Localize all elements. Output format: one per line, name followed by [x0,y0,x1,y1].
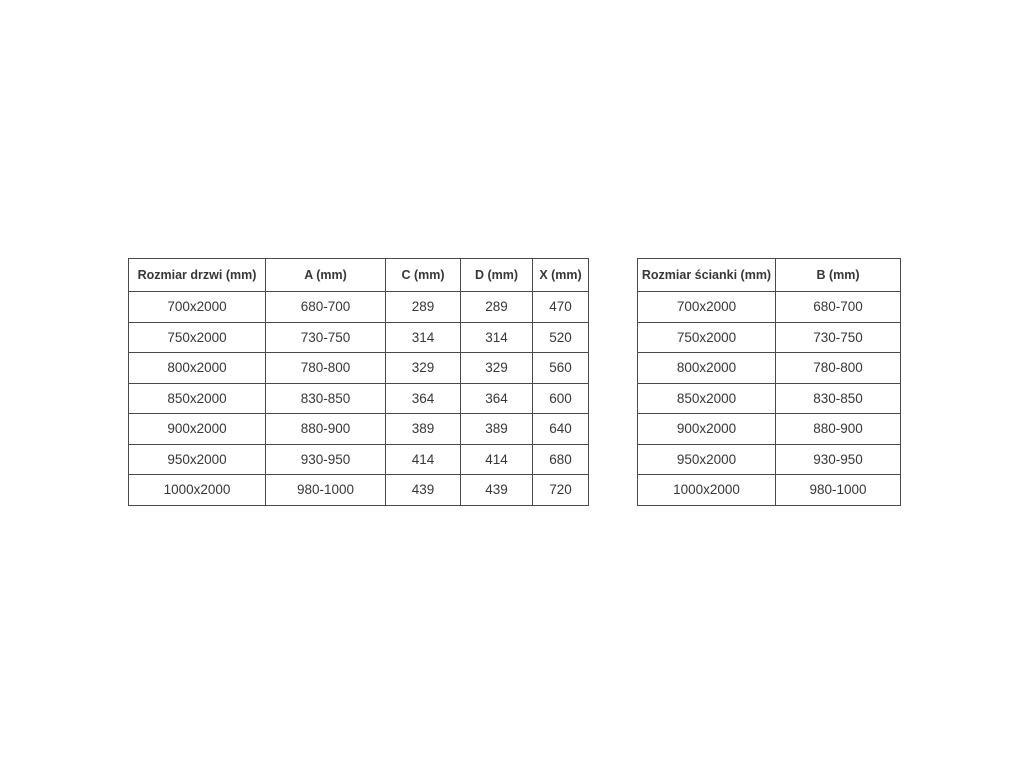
table-cell: 314 [386,322,461,353]
column-header: A (mm) [266,259,386,292]
table-row [638,383,901,414]
table-cell: 980-1000 [776,475,901,506]
header-row [129,259,589,292]
table-cell: 520 [533,322,589,353]
column-header: Rozmiar ścianki (mm) [638,259,776,292]
table-cell: 470 [533,292,589,323]
table-cell: 700x2000 [638,292,776,323]
table-cell: 680 [533,444,589,475]
table-cell: 329 [386,353,461,384]
table-cell: 750x2000 [638,322,776,353]
table-row [638,292,901,323]
table-cell: 680-700 [776,292,901,323]
table-cell: 950x2000 [638,444,776,475]
column-header: C (mm) [386,259,461,292]
table-row [638,444,901,475]
table-cell: 850x2000 [129,383,266,414]
table-cell: 900x2000 [638,414,776,445]
table-cell: 289 [386,292,461,323]
table-cell: 980-1000 [266,475,386,506]
column-header: Rozmiar drzwi (mm) [129,259,266,292]
table-row [129,292,589,323]
table-cell: 289 [461,292,533,323]
table-cell: 930-950 [776,444,901,475]
table-cell: 800x2000 [129,353,266,384]
table-cell: 389 [386,414,461,445]
table-cell: 930-950 [266,444,386,475]
table-row [129,444,589,475]
table-cell: 364 [461,383,533,414]
table-cell: 600 [533,383,589,414]
table-cell: 560 [533,353,589,384]
table-cell: 850x2000 [638,383,776,414]
table-cell: 329 [461,353,533,384]
column-header: D (mm) [461,259,533,292]
column-header: X (mm) [533,259,589,292]
table-row [129,475,589,506]
table-cell: 364 [386,383,461,414]
table-cell: 700x2000 [129,292,266,323]
wall-panel-dimensions-table [637,258,901,506]
table-cell: 830-850 [776,383,901,414]
table-cell: 389 [461,414,533,445]
table-row [638,353,901,384]
table-cell: 880-900 [776,414,901,445]
table-cell: 830-850 [266,383,386,414]
table-row [638,414,901,445]
table-cell: 1000x2000 [129,475,266,506]
table-row [129,322,589,353]
table-cell: 680-700 [266,292,386,323]
table-cell: 880-900 [266,414,386,445]
table-cell: 780-800 [776,353,901,384]
table-cell: 314 [461,322,533,353]
table-row [638,475,901,506]
table-cell: 730-750 [776,322,901,353]
table-cell: 900x2000 [129,414,266,445]
header-row [638,259,901,292]
table-cell: 640 [533,414,589,445]
table-cell: 720 [533,475,589,506]
table-cell: 439 [386,475,461,506]
table-row [129,414,589,445]
table-cell: 950x2000 [129,444,266,475]
table-cell: 750x2000 [129,322,266,353]
table-cell: 800x2000 [638,353,776,384]
table-cell: 1000x2000 [638,475,776,506]
column-header: B (mm) [776,259,901,292]
door-dimensions-table [128,258,589,506]
table-cell: 414 [386,444,461,475]
table-row [129,383,589,414]
table-row [129,353,589,384]
table-cell: 439 [461,475,533,506]
table-cell: 414 [461,444,533,475]
table-row [638,322,901,353]
table-cell: 780-800 [266,353,386,384]
table-cell: 730-750 [266,322,386,353]
